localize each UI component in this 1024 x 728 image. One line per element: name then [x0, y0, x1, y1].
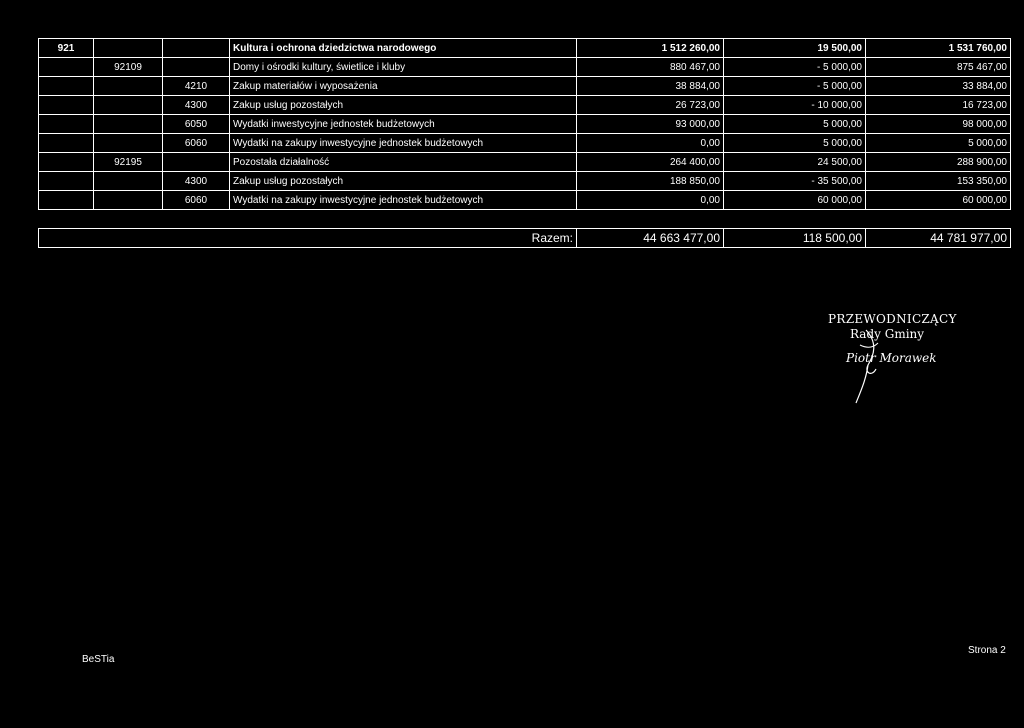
chapter-code — [94, 134, 163, 153]
paragraph-code: 4210 — [163, 77, 230, 96]
total-row — [39, 229, 1011, 248]
planned-amount: 188 850,00 — [577, 172, 724, 191]
amount-after-change: 875 467,00 — [866, 58, 1011, 77]
change-amount: 60 000,00 — [724, 191, 866, 210]
planned-amount: 264 400,00 — [577, 153, 724, 172]
table-row — [39, 96, 1011, 115]
section-code — [39, 77, 94, 96]
table-row — [39, 172, 1011, 191]
amount-after-change: 33 884,00 — [866, 77, 1011, 96]
item-name: Kultura i ochrona dziedzictwa narodowego — [230, 39, 577, 58]
section-code — [39, 153, 94, 172]
total-change: 118 500,00 — [724, 229, 866, 248]
planned-amount: 1 512 260,00 — [577, 39, 724, 58]
item-name: Wydatki inwestycyjne jednostek budżetowych — [230, 115, 577, 134]
amount-after-change: 98 000,00 — [866, 115, 1011, 134]
signature-title: PRZEWODNICZĄCY — [828, 312, 957, 326]
amount-after-change: 1 531 760,00 — [866, 39, 1011, 58]
item-name: Zakup materiałów i wyposażenia — [230, 77, 577, 96]
amount-after-change: 60 000,00 — [866, 191, 1011, 210]
item-name: Wydatki na zakupy inwestycyjne jednostek budżetowych — [230, 134, 577, 153]
chapter-code — [94, 96, 163, 115]
amount-after-change: 5 000,00 — [866, 134, 1011, 153]
table-row — [39, 115, 1011, 134]
paragraph-code — [163, 39, 230, 58]
item-name: Wydatki na zakupy inwestycyjne jednostek budżetowych — [230, 191, 577, 210]
table-row — [39, 153, 1011, 172]
footer-page-number: Strona 2 — [968, 645, 1006, 656]
amount-after-change: 153 350,00 — [866, 172, 1011, 191]
change-amount: - 5 000,00 — [724, 77, 866, 96]
section-code — [39, 191, 94, 210]
change-amount: - 5 000,00 — [724, 58, 866, 77]
table-row — [39, 77, 1011, 96]
amount-after-change: 288 900,00 — [866, 153, 1011, 172]
change-amount: 5 000,00 — [724, 115, 866, 134]
total-after: 44 781 977,00 — [866, 229, 1011, 248]
table-row — [39, 191, 1011, 210]
chapter-code — [94, 77, 163, 96]
item-name: Zakup usług pozostałych — [230, 172, 577, 191]
table-row — [39, 134, 1011, 153]
item-name: Zakup usług pozostałych — [230, 96, 577, 115]
change-amount: 24 500,00 — [724, 153, 866, 172]
change-amount: - 35 500,00 — [724, 172, 866, 191]
item-name: Domy i ośrodki kultury, świetlice i kluby — [230, 58, 577, 77]
section-code — [39, 115, 94, 134]
total-label: Razem: — [39, 229, 577, 248]
chapter-code — [94, 115, 163, 134]
table-row — [39, 58, 1011, 77]
planned-amount: 0,00 — [577, 134, 724, 153]
chapter-code — [94, 191, 163, 210]
total-table — [38, 228, 1011, 248]
paragraph-code: 4300 — [163, 172, 230, 191]
paragraph-code: 6060 — [163, 134, 230, 153]
planned-amount: 38 884,00 — [577, 77, 724, 96]
signature-subtitle: Rady Gminy — [850, 327, 925, 341]
chapter-code: 92109 — [94, 58, 163, 77]
paragraph-code: 6050 — [163, 115, 230, 134]
change-amount: 5 000,00 — [724, 134, 866, 153]
section-code — [39, 134, 94, 153]
item-name: Pozostała działalność — [230, 153, 577, 172]
paragraph-code: 4300 — [163, 96, 230, 115]
total-plan: 44 663 477,00 — [577, 229, 724, 248]
budget-table — [38, 38, 1011, 210]
change-amount: - 10 000,00 — [724, 96, 866, 115]
chapter-code — [94, 39, 163, 58]
change-amount: 19 500,00 — [724, 39, 866, 58]
chapter-code: 92195 — [94, 153, 163, 172]
paragraph-code — [163, 58, 230, 77]
section-code — [39, 58, 94, 77]
paragraph-code — [163, 153, 230, 172]
planned-amount: 0,00 — [577, 191, 724, 210]
chapter-code — [94, 172, 163, 191]
amount-after-change: 16 723,00 — [866, 96, 1011, 115]
paragraph-code: 6060 — [163, 191, 230, 210]
signature-name: Piotr Morawek — [846, 351, 937, 365]
planned-amount: 26 723,00 — [577, 96, 724, 115]
section-code — [39, 172, 94, 191]
table-row — [39, 39, 1011, 58]
handwritten-signature-icon — [838, 325, 898, 405]
section-code — [39, 96, 94, 115]
planned-amount: 93 000,00 — [577, 115, 724, 134]
footer-software: BeSTia — [82, 654, 115, 665]
section-code: 921 — [39, 39, 94, 58]
planned-amount: 880 467,00 — [577, 58, 724, 77]
